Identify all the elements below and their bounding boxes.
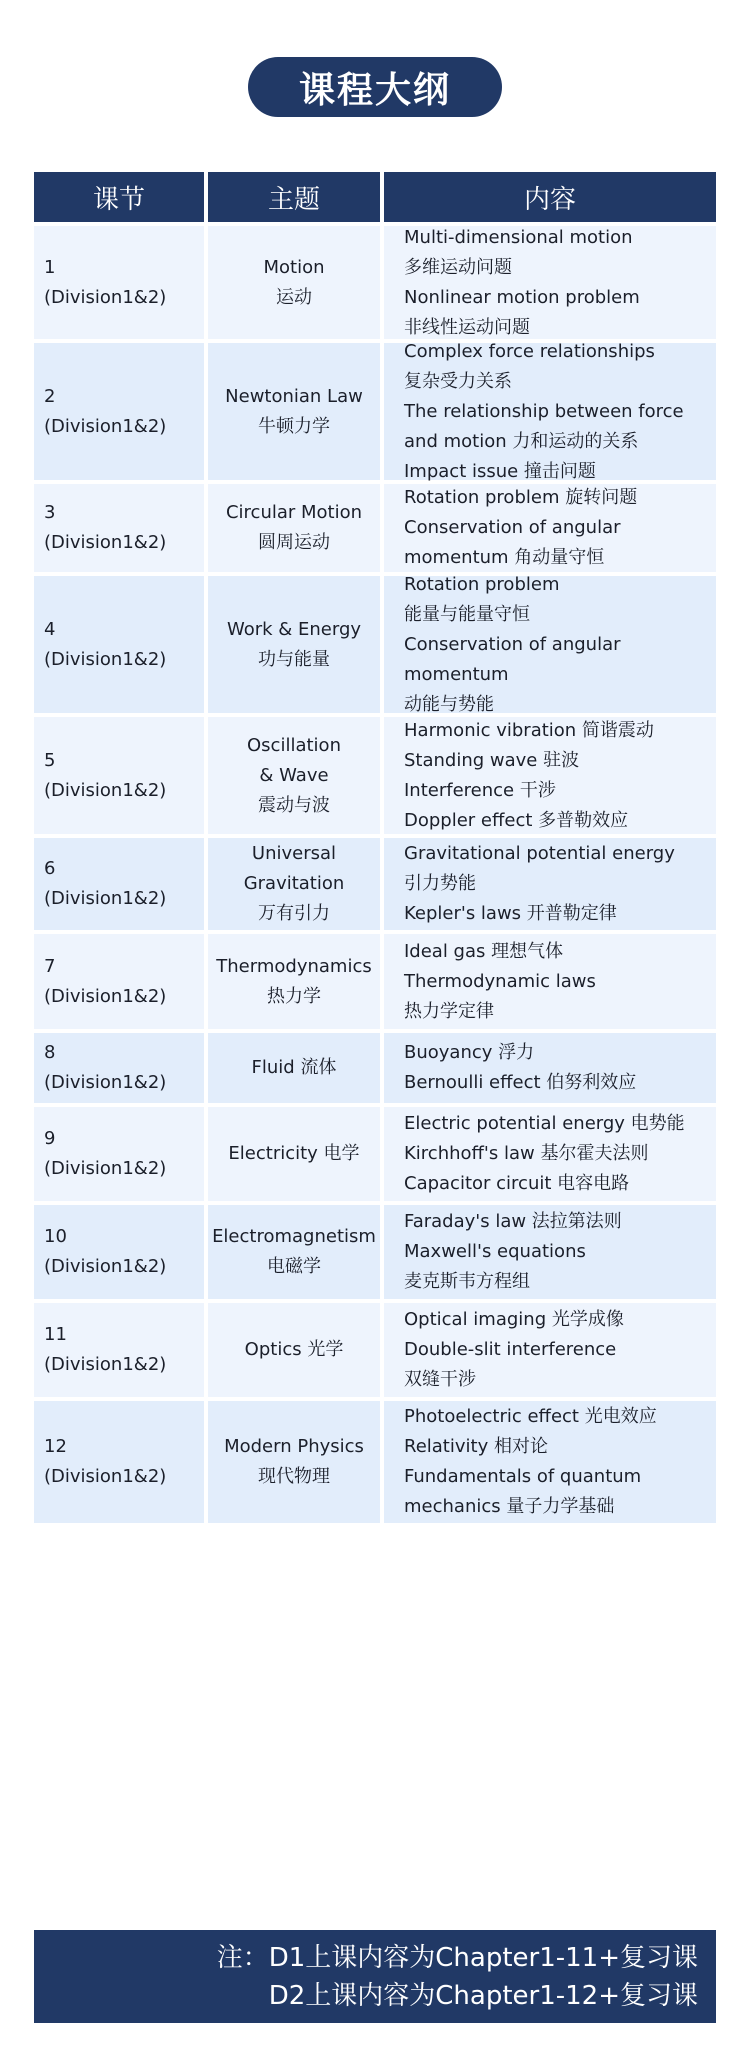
topic-line: Circular Motion [225,502,363,523]
content-cell [384,226,716,339]
footer-line-1: 注：D1上课内容为Chapter1-11+复习课 [216,1942,698,1973]
topic-line: Gravitation [243,873,345,894]
footer-note [34,1930,716,2023]
table-row [34,226,716,339]
topic-line: 圆周运动 [258,532,330,553]
topic-line: 牛顿力学 [258,415,330,437]
content-line: 麦克斯韦方程组 [404,1271,530,1292]
table-header [34,172,716,222]
lesson-number: 1 [44,256,56,278]
content-cell [384,934,716,1029]
content-line: 多维运动问题 [404,256,512,278]
content-line: Doppler effect 多普勒效应 [404,809,629,831]
content-line: Thermodynamic laws [404,970,596,992]
table-row [34,1401,716,1523]
topic-line: Optics 光学 [244,1339,344,1360]
lesson-number: 8 [44,1042,56,1063]
lesson-division: (Division1&2) [44,1072,167,1093]
header-lesson: 课节 [34,172,204,222]
content-line: Capacitor circuit 电容电路 [404,1173,630,1194]
content-line: 动能与势能 [404,693,494,715]
lesson-cell [34,717,204,834]
topic-cell [208,1033,380,1103]
topic-cell [208,226,380,339]
topic-cell [208,717,380,834]
lesson-division: (Division1&2) [44,888,167,909]
table-row [34,838,716,930]
topic-line: & Wave [259,764,329,786]
content-cell [384,573,716,715]
content-line: Faraday's law 法拉第法则 [404,1211,622,1232]
topic-line: Electricity 电学 [228,1143,360,1164]
header-content: 内容 [384,172,716,222]
lesson-number: 5 [44,749,56,771]
content-line: Electric potential energy 电势能 [404,1113,685,1134]
table-body [34,226,716,1523]
content-line: Bernoulli effect 伯努利效应 [404,1072,637,1093]
lesson-cell [34,226,204,339]
table-row [34,934,716,1029]
topic-cell [208,1205,380,1299]
lesson-division: (Division1&2) [44,1466,167,1487]
content-line: Complex force relationships [404,340,655,362]
content-line: Standing wave 驻波 [404,749,580,771]
content-line: 热力学定律 [404,1000,494,1022]
lesson-number: 2 [44,385,56,407]
topic-cell [208,934,380,1029]
lesson-number: 9 [44,1128,56,1149]
lesson-cell [34,343,204,480]
lesson-number: 10 [44,1226,67,1247]
lesson-division: (Division1&2) [44,1354,167,1375]
content-cell [384,717,716,834]
content-line: Photoelectric effect 光电效应 [404,1406,657,1427]
topic-line: Newtonian Law [225,385,363,407]
table-row [34,340,716,482]
lesson-division: (Division1&2) [44,648,167,670]
content-line: Interference 干涉 [404,779,556,801]
topic-line: Thermodynamics [216,955,372,977]
content-line: Double-slit interference [404,1339,617,1360]
lesson-division: (Division1&2) [44,985,167,1007]
lesson-cell [34,1401,204,1523]
content-cell [384,484,716,572]
content-line: Nonlinear motion problem [404,286,640,308]
content-cell [384,1033,716,1103]
content-line: Fundamentals of quantum mechanics 量子力学基础 [404,1466,642,1517]
lesson-division: (Division1&2) [44,286,167,308]
content-cell [384,838,716,930]
content-line: 引力势能 [404,873,476,894]
topic-cell [208,838,380,930]
topic-line: 功与能量 [257,648,330,670]
table-row [34,573,716,715]
table-row [34,1033,716,1103]
lesson-division: (Division1&2) [44,1256,167,1277]
content-line: Kepler's laws 开普勒定律 [404,903,617,924]
content-line: Gravitational potential energy [404,843,675,864]
lesson-cell [34,1205,204,1299]
content-cell [384,1303,716,1397]
content-line: Buoyancy 浮力 [404,1042,535,1063]
syllabus-table [34,172,716,1523]
content-line: Relativity 相对论 [404,1436,548,1457]
content-line: 双缝干涉 [404,1369,476,1390]
topic-line: Electromagnetism [212,1226,376,1247]
topic-cell [208,343,380,480]
table-row [34,717,716,834]
lesson-number: 3 [44,502,56,523]
content-cell [384,340,716,482]
content-line: Conservation of angular momentum 角动量守恒 [404,517,621,568]
content-line: Maxwell's equations [404,1241,586,1262]
table-row [34,484,716,572]
topic-line: Fluid 流体 [251,1057,337,1078]
lesson-cell [34,1033,204,1103]
lesson-division: (Division1&2) [44,532,167,553]
content-line: Kirchhoff's law 基尔霍夫法则 [404,1143,649,1164]
page-title: 课程大纲 [248,57,502,117]
lesson-number: 7 [44,955,56,977]
content-line: Rotation problem 旋转问题 [404,487,638,508]
topic-cell [208,484,380,572]
lesson-cell [34,576,204,713]
topic-cell [208,1303,380,1397]
lesson-division: (Division1&2) [44,415,167,437]
content-cell [384,1205,716,1299]
topic-cell [208,1107,380,1201]
content-line: Rotation problem [404,573,560,595]
content-line: Harmonic vibration 简谐震动 [404,719,654,741]
content-line: 能量与能量守恒 [404,603,530,625]
lesson-number: 6 [44,858,56,879]
topic-line: 运动 [276,286,312,308]
content-cell [384,1107,716,1201]
topic-line: Modern Physics [224,1436,364,1457]
lesson-cell [34,934,204,1029]
lesson-cell [34,1303,204,1397]
content-line: The relationship between force and motion 力和运动的关系 [404,400,684,452]
topic-line: Work & Energy [226,618,362,640]
content-line: Multi-dimensional motion [404,226,633,248]
topic-line: Universal [251,843,337,864]
content-line: Impact issue 撞击问题 [404,460,596,482]
content-line: 非线性运动问题 [404,316,530,338]
lesson-cell [34,1107,204,1201]
content-line: Ideal gas 理想气体 [404,940,564,962]
content-cell [384,1401,716,1523]
lesson-division: (Division1&2) [44,779,167,801]
topic-line: 热力学 [267,985,321,1007]
table-row [34,1107,716,1201]
topic-line: 震动与波 [258,794,330,816]
topic-line: 现代物理 [257,1466,330,1487]
lesson-number: 12 [44,1436,67,1457]
lesson-cell [34,484,204,572]
lesson-number: 11 [44,1324,67,1345]
topic-line: 万有引力 [257,903,330,924]
topic-line: 电磁学 [267,1256,321,1277]
table-row [34,1205,716,1299]
lesson-division: (Division1&2) [44,1158,167,1179]
header-topic: 主题 [208,172,380,222]
content-line: Conservation of angular momentum [404,633,621,685]
table-row [34,1303,716,1397]
content-line: Optical imaging 光学成像 [404,1309,624,1330]
lesson-cell [34,838,204,930]
content-line: 复杂受力关系 [404,370,512,392]
topic-cell [208,576,380,713]
topic-cell [208,1401,380,1523]
topic-line: Motion [263,256,325,278]
footer-line-2: D2上课内容为Chapter1-12+复习课 [268,1980,698,2011]
topic-line: Oscillation [247,734,341,756]
lesson-number: 4 [44,618,56,640]
